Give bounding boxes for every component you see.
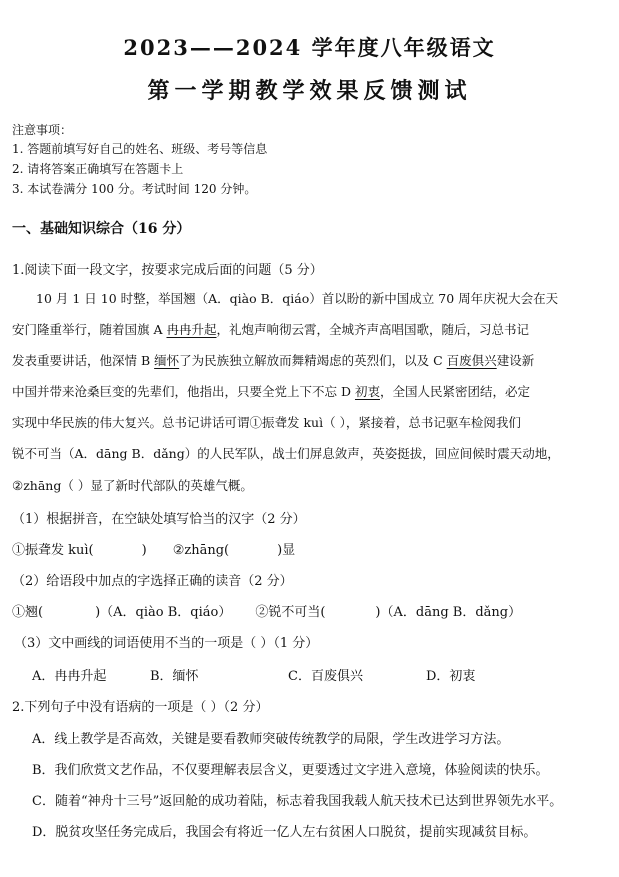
subquestion-1-label: （1）根据拼音，在空缺处填写恰当的汉字（2 分）: [12, 512, 306, 527]
passage-text: ，礼炮声响彻云霄，全城齐声高唱国歌，随后，习总书记: [216, 322, 530, 337]
subquestion-2-label: （2）给语段中加点的字选择正确的读音（2 分）: [12, 574, 293, 589]
answer-a-suffix: ): [141, 543, 147, 558]
option: A．冉冉升起: [32, 669, 107, 684]
passage-text: 安门隆重举行，随着国旗 A: [12, 322, 167, 337]
underlined-term-c: 百废俱兴: [446, 353, 497, 368]
option: A．线上教学是否高效，关键是要看教师突破传统教学的局限，学生改进学习方法。: [32, 732, 510, 747]
passage-line: 实现中华民族的伟大复兴。总书记讲话可谓①振聋发 kuì（ ），紧接着，总书记驱车检阅我们: [12, 415, 521, 430]
option: B．我们欣赏文艺作品，不仅要理解表层含义，更要透过文字进入意境，体验阅读的快乐。: [32, 763, 549, 778]
notice-heading: 注意事项：: [12, 123, 73, 137]
passage-line: [12, 382, 530, 400]
passage-text: 发表重要讲话，他深情 B: [12, 353, 155, 368]
underlined-term-b: 缅怀: [154, 353, 180, 368]
passage-text: 10 月 1 日 10 时整，举国翘（A．qiào B．qiáo）首以盼的新中国成立 70 周年庆祝大会在天: [36, 291, 559, 306]
question-2-prompt: 2.下列句子中没有语病的一项是（ ）（2 分）: [12, 700, 269, 715]
passage-line: ②zhāng（ ）显了新时代部队的英雄气概。: [12, 478, 253, 493]
passage-text: 了为民族独立解放而舞精竭虑的英烈们，以及 C: [179, 353, 447, 368]
notice-item: 1. 答题前填写好自己的姓名、班级、考号等信息: [12, 142, 268, 156]
answer-b-suffix: )显: [277, 543, 296, 558]
answer-b-suffix: )（A．dāng B．dǎng）: [375, 605, 522, 620]
subquestion-1-answers: [12, 539, 295, 558]
underlined-term-a: 冉冉升起: [166, 322, 217, 337]
passage-line: [12, 351, 534, 369]
passage-line: 锐不可当（A．dāng B．dǎng）的人民军队，战士们屏息敛声，英姿挺拔，回应间候时震天动地，: [12, 446, 560, 461]
section-title: 一、基础知识综合（16 分）: [12, 221, 191, 237]
notice-item: 2. 请将答案正确填写在答题卡上: [12, 162, 184, 176]
passage-text: 建设新: [496, 353, 535, 368]
answer-a-prefix: ①振聋发 kuì(: [12, 543, 94, 558]
answer-a-suffix: )（A．qiào B．qiáo）: [95, 605, 232, 620]
exam-title-line1: 2023——2024 学年度八年级语文: [123, 35, 496, 60]
question-1-prompt: 1.阅读下面一段文字，按要求完成后面的问题（5 分）: [12, 263, 323, 278]
answer-b-prefix: ②zhāng(: [172, 543, 230, 558]
option: D．初衷: [426, 669, 476, 684]
option: C．百废俱兴: [288, 669, 363, 684]
option: C．随着“神舟十三号”返回舱的成功着陆，标志着我国我载人航天技术已达到世界领先水平。: [32, 794, 563, 809]
passage-text: 中国并带来沧桑巨变的先辈们，他指出，只要全党上下不忘 D: [12, 384, 355, 399]
passage-line: [12, 320, 529, 338]
underlined-term-d: 初衷: [354, 384, 380, 399]
passage-line: [36, 289, 558, 307]
notice-item: 3. 本试卷满分 100 分。考试时间 120 分钟。: [12, 182, 257, 196]
answer-b-prefix: ②锐不可当(: [255, 605, 326, 620]
exam-title-line2: 第一学期教学效果反馈测试: [147, 78, 472, 104]
option: D．脱贫攻坚任务完成后，我国会有将近一亿人左右贫困人口脱贫，提前实现减贫目标。: [32, 825, 537, 840]
option: B．缅怀: [150, 669, 199, 684]
subquestion-2-answers: [12, 601, 521, 620]
subquestion-3-label: （3）文中画线的词语使用不当的一项是（ ）（1 分）: [14, 636, 319, 651]
passage-text: ，全国人民紧密团结，必定: [380, 384, 531, 399]
answer-a-prefix: ①翘(: [12, 605, 44, 620]
